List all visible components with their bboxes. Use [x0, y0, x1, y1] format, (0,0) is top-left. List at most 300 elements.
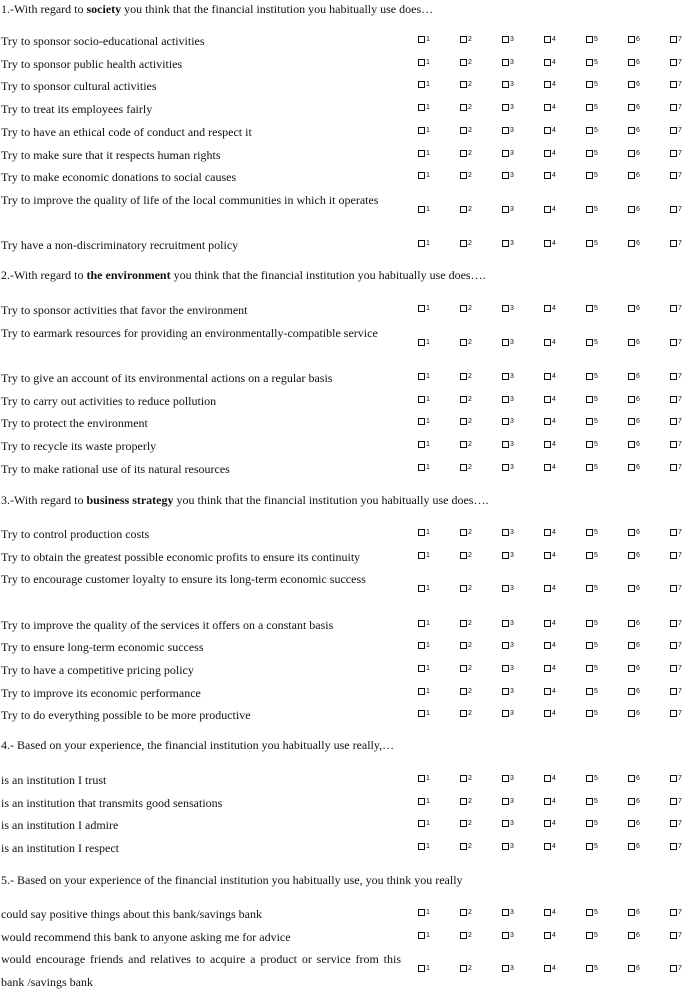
rating-option-6[interactable]	[628, 35, 646, 47]
rating-option-1[interactable]	[418, 687, 436, 699]
checkbox-icon[interactable]	[628, 418, 635, 425]
checkbox-icon[interactable]	[628, 620, 635, 627]
checkbox-icon[interactable]	[544, 843, 551, 850]
rating-option-6[interactable]	[628, 619, 646, 631]
checkbox-icon[interactable]	[460, 843, 467, 850]
checkbox-icon[interactable]	[460, 798, 467, 805]
checkbox-icon[interactable]	[628, 642, 635, 649]
checkbox-icon[interactable]	[460, 206, 467, 213]
checkbox-icon[interactable]	[418, 172, 425, 179]
checkbox-icon[interactable]	[502, 305, 509, 312]
rating-option-7[interactable]	[670, 551, 685, 563]
rating-option-5[interactable]	[586, 908, 604, 920]
checkbox-icon[interactable]	[586, 81, 593, 88]
checkbox-icon[interactable]	[502, 932, 509, 939]
checkbox-icon[interactable]	[544, 775, 551, 782]
rating-option-4[interactable]	[544, 463, 562, 475]
rating-option-2[interactable]	[460, 664, 478, 676]
rating-option-5[interactable]	[586, 664, 604, 676]
checkbox-icon[interactable]	[502, 59, 509, 66]
rating-option-2[interactable]	[460, 641, 478, 653]
rating-option-5[interactable]	[586, 372, 604, 384]
rating-option-6[interactable]	[628, 842, 646, 854]
rating-option-4[interactable]	[544, 58, 562, 70]
rating-option-2[interactable]	[460, 205, 478, 217]
rating-option-2[interactable]	[460, 80, 478, 92]
checkbox-icon[interactable]	[628, 552, 635, 559]
checkbox-icon[interactable]	[670, 464, 677, 471]
checkbox-icon[interactable]	[586, 206, 593, 213]
rating-option-4[interactable]	[544, 908, 562, 920]
rating-option-4[interactable]	[544, 842, 562, 854]
rating-option-1[interactable]	[418, 931, 436, 943]
checkbox-icon[interactable]	[586, 339, 593, 346]
rating-option-1[interactable]	[418, 126, 436, 138]
rating-option-2[interactable]	[460, 239, 478, 251]
rating-option-2[interactable]	[460, 931, 478, 943]
rating-option-4[interactable]	[544, 641, 562, 653]
checkbox-icon[interactable]	[460, 305, 467, 312]
checkbox-icon[interactable]	[418, 464, 425, 471]
rating-option-4[interactable]	[544, 664, 562, 676]
checkbox-icon[interactable]	[460, 688, 467, 695]
rating-option-2[interactable]	[460, 149, 478, 161]
rating-option-4[interactable]	[544, 205, 562, 217]
rating-option-3[interactable]	[502, 774, 520, 786]
checkbox-icon[interactable]	[502, 396, 509, 403]
checkbox-icon[interactable]	[670, 305, 677, 312]
checkbox-icon[interactable]	[460, 552, 467, 559]
checkbox-icon[interactable]	[586, 932, 593, 939]
checkbox-icon[interactable]	[460, 932, 467, 939]
rating-option-4[interactable]	[544, 35, 562, 47]
rating-option-2[interactable]	[460, 338, 478, 350]
checkbox-icon[interactable]	[460, 36, 467, 43]
rating-option-7[interactable]	[670, 80, 685, 92]
checkbox-icon[interactable]	[418, 339, 425, 346]
checkbox-icon[interactable]	[418, 843, 425, 850]
rating-option-7[interactable]	[670, 35, 685, 47]
rating-option-7[interactable]	[670, 103, 685, 115]
checkbox-icon[interactable]	[502, 909, 509, 916]
rating-option-4[interactable]	[544, 797, 562, 809]
rating-option-4[interactable]	[544, 687, 562, 699]
checkbox-icon[interactable]	[418, 665, 425, 672]
checkbox-icon[interactable]	[544, 441, 551, 448]
checkbox-icon[interactable]	[670, 418, 677, 425]
checkbox-icon[interactable]	[586, 104, 593, 111]
checkbox-icon[interactable]	[586, 820, 593, 827]
rating-option-1[interactable]	[418, 304, 436, 316]
checkbox-icon[interactable]	[460, 339, 467, 346]
checkbox-icon[interactable]	[418, 529, 425, 536]
rating-option-4[interactable]	[544, 931, 562, 943]
checkbox-icon[interactable]	[502, 104, 509, 111]
checkbox-icon[interactable]	[670, 104, 677, 111]
rating-option-3[interactable]	[502, 964, 520, 976]
checkbox-icon[interactable]	[460, 665, 467, 672]
checkbox-icon[interactable]	[418, 59, 425, 66]
rating-option-1[interactable]	[418, 417, 436, 429]
checkbox-icon[interactable]	[418, 642, 425, 649]
checkbox-icon[interactable]	[418, 441, 425, 448]
checkbox-icon[interactable]	[586, 585, 593, 592]
rating-option-5[interactable]	[586, 819, 604, 831]
checkbox-icon[interactable]	[502, 710, 509, 717]
checkbox-icon[interactable]	[628, 843, 635, 850]
rating-option-7[interactable]	[670, 239, 685, 251]
rating-option-5[interactable]	[586, 931, 604, 943]
checkbox-icon[interactable]	[544, 909, 551, 916]
rating-option-3[interactable]	[502, 797, 520, 809]
checkbox-icon[interactable]	[502, 373, 509, 380]
checkbox-icon[interactable]	[544, 418, 551, 425]
rating-option-4[interactable]	[544, 103, 562, 115]
rating-option-3[interactable]	[502, 103, 520, 115]
checkbox-icon[interactable]	[502, 688, 509, 695]
rating-option-7[interactable]	[670, 126, 685, 138]
rating-option-5[interactable]	[586, 774, 604, 786]
rating-option-2[interactable]	[460, 372, 478, 384]
rating-option-4[interactable]	[544, 126, 562, 138]
checkbox-icon[interactable]	[418, 396, 425, 403]
rating-option-6[interactable]	[628, 58, 646, 70]
checkbox-icon[interactable]	[670, 127, 677, 134]
rating-option-6[interactable]	[628, 641, 646, 653]
checkbox-icon[interactable]	[418, 710, 425, 717]
rating-option-7[interactable]	[670, 709, 685, 721]
checkbox-icon[interactable]	[670, 620, 677, 627]
checkbox-icon[interactable]	[460, 373, 467, 380]
rating-option-4[interactable]	[544, 551, 562, 563]
rating-option-5[interactable]	[586, 304, 604, 316]
rating-option-2[interactable]	[460, 584, 478, 596]
rating-option-7[interactable]	[670, 774, 685, 786]
rating-option-1[interactable]	[418, 842, 436, 854]
rating-option-1[interactable]	[418, 35, 436, 47]
rating-option-5[interactable]	[586, 58, 604, 70]
checkbox-icon[interactable]	[418, 585, 425, 592]
rating-option-6[interactable]	[628, 338, 646, 350]
rating-option-2[interactable]	[460, 908, 478, 920]
rating-option-3[interactable]	[502, 58, 520, 70]
checkbox-icon[interactable]	[544, 932, 551, 939]
checkbox-icon[interactable]	[544, 81, 551, 88]
checkbox-icon[interactable]	[502, 529, 509, 536]
checkbox-icon[interactable]	[670, 240, 677, 247]
rating-option-4[interactable]	[544, 338, 562, 350]
checkbox-icon[interactable]	[670, 775, 677, 782]
rating-option-3[interactable]	[502, 931, 520, 943]
rating-option-6[interactable]	[628, 126, 646, 138]
rating-option-6[interactable]	[628, 709, 646, 721]
rating-option-1[interactable]	[418, 797, 436, 809]
rating-option-7[interactable]	[670, 908, 685, 920]
checkbox-icon[interactable]	[586, 965, 593, 972]
checkbox-icon[interactable]	[502, 464, 509, 471]
checkbox-icon[interactable]	[628, 127, 635, 134]
rating-option-1[interactable]	[418, 584, 436, 596]
checkbox-icon[interactable]	[670, 909, 677, 916]
rating-option-7[interactable]	[670, 149, 685, 161]
checkbox-icon[interactable]	[586, 688, 593, 695]
rating-option-1[interactable]	[418, 372, 436, 384]
rating-option-4[interactable]	[544, 709, 562, 721]
checkbox-icon[interactable]	[586, 127, 593, 134]
rating-option-3[interactable]	[502, 395, 520, 407]
checkbox-icon[interactable]	[586, 150, 593, 157]
rating-option-6[interactable]	[628, 797, 646, 809]
checkbox-icon[interactable]	[502, 418, 509, 425]
checkbox-icon[interactable]	[460, 642, 467, 649]
rating-option-6[interactable]	[628, 687, 646, 699]
rating-option-7[interactable]	[670, 687, 685, 699]
rating-option-4[interactable]	[544, 964, 562, 976]
checkbox-icon[interactable]	[418, 798, 425, 805]
rating-option-3[interactable]	[502, 709, 520, 721]
rating-option-2[interactable]	[460, 304, 478, 316]
rating-option-4[interactable]	[544, 395, 562, 407]
rating-option-3[interactable]	[502, 551, 520, 563]
checkbox-icon[interactable]	[670, 396, 677, 403]
checkbox-icon[interactable]	[586, 36, 593, 43]
rating-option-7[interactable]	[670, 338, 685, 350]
checkbox-icon[interactable]	[628, 688, 635, 695]
checkbox-icon[interactable]	[628, 339, 635, 346]
rating-option-7[interactable]	[670, 964, 685, 976]
checkbox-icon[interactable]	[502, 798, 509, 805]
checkbox-icon[interactable]	[586, 441, 593, 448]
rating-option-2[interactable]	[460, 58, 478, 70]
checkbox-icon[interactable]	[670, 843, 677, 850]
checkbox-icon[interactable]	[586, 418, 593, 425]
checkbox-icon[interactable]	[544, 373, 551, 380]
checkbox-icon[interactable]	[460, 127, 467, 134]
rating-option-5[interactable]	[586, 842, 604, 854]
checkbox-icon[interactable]	[586, 775, 593, 782]
rating-option-4[interactable]	[544, 417, 562, 429]
checkbox-icon[interactable]	[460, 965, 467, 972]
rating-option-6[interactable]	[628, 551, 646, 563]
checkbox-icon[interactable]	[502, 172, 509, 179]
checkbox-icon[interactable]	[544, 396, 551, 403]
rating-option-5[interactable]	[586, 80, 604, 92]
rating-option-1[interactable]	[418, 664, 436, 676]
rating-option-6[interactable]	[628, 774, 646, 786]
checkbox-icon[interactable]	[460, 104, 467, 111]
rating-option-2[interactable]	[460, 395, 478, 407]
rating-option-1[interactable]	[418, 964, 436, 976]
rating-option-2[interactable]	[460, 551, 478, 563]
rating-option-5[interactable]	[586, 395, 604, 407]
rating-option-7[interactable]	[670, 395, 685, 407]
checkbox-icon[interactable]	[418, 373, 425, 380]
checkbox-icon[interactable]	[586, 529, 593, 536]
checkbox-icon[interactable]	[670, 373, 677, 380]
rating-option-3[interactable]	[502, 239, 520, 251]
checkbox-icon[interactable]	[418, 820, 425, 827]
checkbox-icon[interactable]	[586, 710, 593, 717]
checkbox-icon[interactable]	[628, 665, 635, 672]
rating-option-3[interactable]	[502, 619, 520, 631]
rating-option-3[interactable]	[502, 463, 520, 475]
checkbox-icon[interactable]	[670, 150, 677, 157]
checkbox-icon[interactable]	[670, 339, 677, 346]
checkbox-icon[interactable]	[418, 965, 425, 972]
rating-option-7[interactable]	[670, 372, 685, 384]
rating-option-5[interactable]	[586, 149, 604, 161]
rating-option-6[interactable]	[628, 417, 646, 429]
checkbox-icon[interactable]	[460, 441, 467, 448]
rating-option-1[interactable]	[418, 440, 436, 452]
checkbox-icon[interactable]	[418, 418, 425, 425]
checkbox-icon[interactable]	[502, 620, 509, 627]
checkbox-icon[interactable]	[502, 820, 509, 827]
checkbox-icon[interactable]	[418, 932, 425, 939]
rating-option-3[interactable]	[502, 664, 520, 676]
checkbox-icon[interactable]	[460, 396, 467, 403]
checkbox-icon[interactable]	[544, 798, 551, 805]
rating-option-3[interactable]	[502, 641, 520, 653]
rating-option-3[interactable]	[502, 372, 520, 384]
checkbox-icon[interactable]	[418, 36, 425, 43]
rating-option-6[interactable]	[628, 372, 646, 384]
checkbox-icon[interactable]	[628, 820, 635, 827]
checkbox-icon[interactable]	[586, 240, 593, 247]
rating-option-5[interactable]	[586, 205, 604, 217]
checkbox-icon[interactable]	[544, 59, 551, 66]
rating-option-7[interactable]	[670, 304, 685, 316]
checkbox-icon[interactable]	[670, 441, 677, 448]
checkbox-icon[interactable]	[460, 150, 467, 157]
rating-option-1[interactable]	[418, 239, 436, 251]
checkbox-icon[interactable]	[586, 373, 593, 380]
checkbox-icon[interactable]	[670, 172, 677, 179]
checkbox-icon[interactable]	[502, 81, 509, 88]
checkbox-icon[interactable]	[502, 665, 509, 672]
checkbox-icon[interactable]	[670, 688, 677, 695]
checkbox-icon[interactable]	[628, 81, 635, 88]
rating-option-6[interactable]	[628, 819, 646, 831]
rating-option-3[interactable]	[502, 338, 520, 350]
checkbox-icon[interactable]	[502, 775, 509, 782]
rating-option-6[interactable]	[628, 103, 646, 115]
rating-option-1[interactable]	[418, 528, 436, 540]
checkbox-icon[interactable]	[628, 36, 635, 43]
checkbox-icon[interactable]	[670, 710, 677, 717]
rating-option-2[interactable]	[460, 171, 478, 183]
checkbox-icon[interactable]	[544, 585, 551, 592]
rating-option-6[interactable]	[628, 239, 646, 251]
rating-option-3[interactable]	[502, 126, 520, 138]
checkbox-icon[interactable]	[502, 552, 509, 559]
rating-option-2[interactable]	[460, 103, 478, 115]
rating-option-7[interactable]	[670, 463, 685, 475]
rating-option-1[interactable]	[418, 619, 436, 631]
checkbox-icon[interactable]	[502, 441, 509, 448]
checkbox-icon[interactable]	[418, 620, 425, 627]
checkbox-icon[interactable]	[544, 206, 551, 213]
rating-option-1[interactable]	[418, 103, 436, 115]
rating-option-6[interactable]	[628, 171, 646, 183]
rating-option-1[interactable]	[418, 205, 436, 217]
rating-option-3[interactable]	[502, 149, 520, 161]
rating-option-3[interactable]	[502, 819, 520, 831]
rating-option-6[interactable]	[628, 528, 646, 540]
checkbox-icon[interactable]	[586, 665, 593, 672]
rating-option-3[interactable]	[502, 528, 520, 540]
checkbox-icon[interactable]	[418, 305, 425, 312]
rating-option-5[interactable]	[586, 126, 604, 138]
checkbox-icon[interactable]	[586, 909, 593, 916]
checkbox-icon[interactable]	[460, 585, 467, 592]
rating-option-1[interactable]	[418, 551, 436, 563]
rating-option-2[interactable]	[460, 842, 478, 854]
rating-option-2[interactable]	[460, 964, 478, 976]
checkbox-icon[interactable]	[460, 59, 467, 66]
checkbox-icon[interactable]	[502, 240, 509, 247]
rating-option-1[interactable]	[418, 641, 436, 653]
rating-option-5[interactable]	[586, 528, 604, 540]
rating-option-4[interactable]	[544, 440, 562, 452]
checkbox-icon[interactable]	[502, 965, 509, 972]
rating-option-5[interactable]	[586, 171, 604, 183]
checkbox-icon[interactable]	[544, 688, 551, 695]
checkbox-icon[interactable]	[628, 775, 635, 782]
rating-option-6[interactable]	[628, 964, 646, 976]
checkbox-icon[interactable]	[628, 464, 635, 471]
checkbox-icon[interactable]	[670, 965, 677, 972]
checkbox-icon[interactable]	[460, 775, 467, 782]
checkbox-icon[interactable]	[544, 665, 551, 672]
rating-option-5[interactable]	[586, 709, 604, 721]
rating-option-2[interactable]	[460, 774, 478, 786]
checkbox-icon[interactable]	[670, 529, 677, 536]
checkbox-icon[interactable]	[502, 642, 509, 649]
rating-option-7[interactable]	[670, 440, 685, 452]
rating-option-6[interactable]	[628, 463, 646, 475]
checkbox-icon[interactable]	[544, 339, 551, 346]
checkbox-icon[interactable]	[502, 585, 509, 592]
rating-option-7[interactable]	[670, 528, 685, 540]
checkbox-icon[interactable]	[460, 464, 467, 471]
rating-option-4[interactable]	[544, 239, 562, 251]
rating-option-7[interactable]	[670, 619, 685, 631]
rating-option-2[interactable]	[460, 417, 478, 429]
rating-option-5[interactable]	[586, 35, 604, 47]
rating-option-2[interactable]	[460, 687, 478, 699]
rating-option-7[interactable]	[670, 205, 685, 217]
checkbox-icon[interactable]	[418, 81, 425, 88]
rating-option-5[interactable]	[586, 338, 604, 350]
checkbox-icon[interactable]	[544, 172, 551, 179]
checkbox-icon[interactable]	[544, 820, 551, 827]
rating-option-1[interactable]	[418, 709, 436, 721]
rating-option-2[interactable]	[460, 463, 478, 475]
checkbox-icon[interactable]	[418, 206, 425, 213]
rating-option-4[interactable]	[544, 304, 562, 316]
checkbox-icon[interactable]	[544, 552, 551, 559]
rating-option-1[interactable]	[418, 58, 436, 70]
checkbox-icon[interactable]	[628, 172, 635, 179]
rating-option-4[interactable]	[544, 171, 562, 183]
rating-option-7[interactable]	[670, 641, 685, 653]
checkbox-icon[interactable]	[586, 798, 593, 805]
checkbox-icon[interactable]	[628, 965, 635, 972]
checkbox-icon[interactable]	[460, 240, 467, 247]
rating-option-7[interactable]	[670, 819, 685, 831]
rating-option-5[interactable]	[586, 797, 604, 809]
